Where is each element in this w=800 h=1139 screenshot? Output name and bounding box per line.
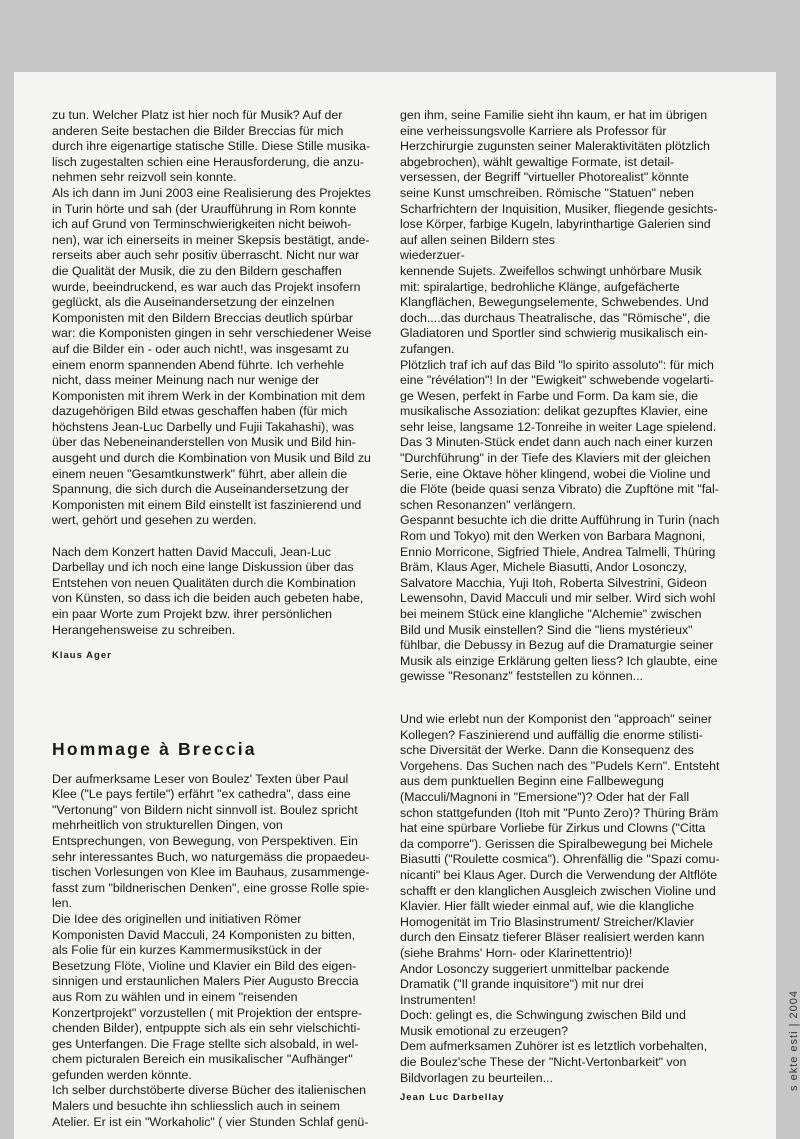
text-line: anderen Seite bestachen die Bilder Breccias für mich <box>52 123 344 138</box>
text-line: abgebrochen), wählt gewaltige Formate, ist detail- <box>400 154 675 169</box>
author-signature-darbellay: Jean Luc Darbellay <box>400 1092 505 1104</box>
text-line: gefunden werden könnte. <box>52 1067 192 1082</box>
text-line: Und wie erlebt nun der Komponist den "approach" seiner <box>400 712 712 726</box>
left-column-bottom <box>52 740 370 1130</box>
text-line: Plötzlich traf ich auf das Bild "lo spirito assoluto": für mich <box>400 357 714 372</box>
text-line: Spannung, die sich durch die Auseinandersetzung der <box>52 482 349 497</box>
text-line: einem enorm spannenden Abend führte. Ich verhehle <box>52 357 345 372</box>
text-line: Bildvorlagen zu beurteilen... <box>400 1070 553 1085</box>
text-line: lose Körper, farbige Kugeln, labyrinthartige Galerien sind <box>400 217 711 232</box>
text-line: Gespannt besuchte ich die dritte Aufführung in Turin (nach <box>400 513 720 528</box>
text-line: Herangehensweise zu schreiben. <box>52 622 236 637</box>
text-line: nicht, dass meiner Meinung nach nur wenige der <box>52 373 320 388</box>
text-line: gen ihm, seine Familie sieht ihn kaum, er hat im übrigen <box>400 108 708 122</box>
text-line: aus Rom zu wählen und in einem "reisenden <box>52 989 298 1004</box>
text-line: Ich selber durchstöberte diverse Bücher des italienischen <box>52 1083 367 1098</box>
text-line: fasst zum "bildnerischen Denken", eine grosse Rolle spie- <box>52 880 370 895</box>
text-line: ge Wesen, perfekt in Farbe und Form. Da kam sie, die <box>400 388 698 403</box>
text-line: nen), war ich einerseits in meiner Skepsis bestätigt, ande- <box>52 232 370 247</box>
text-line: ich auf Grund von Terminschwierigkeiten nicht beiwoh- <box>52 217 352 232</box>
text-line: nicanti" bei Klaus Ager. Durch die Verwendung der Altflöte <box>400 867 718 882</box>
text-line: auf allen seinen Bildern stes <box>400 232 555 247</box>
text-line: aus dem punktuellen Beginn eine Fallbewegung <box>400 774 664 789</box>
text-line: sehr interessantes Buch, wo naturgemäss die propaedeu- <box>52 849 370 864</box>
paragraph-2 <box>52 545 371 639</box>
text-line: rerseits aber auch sehr positiv überrascht. Nicht nur war <box>52 248 360 263</box>
text-line: höchstens Jean-Luc Darbelly und Fujii Takahashi), was <box>52 419 355 434</box>
text-line: musikalische Assoziation: delikat gezupftes Klavier, eine <box>400 404 708 419</box>
text-line: auf die Bilder ein - oder auch nicht!, was insgesamt zu <box>52 341 349 356</box>
text-line: Ennio Morricone, Sigfried Thiele, Andrea Talmelli, Thüring <box>400 544 716 559</box>
text-line: dazugehörigen Bild etwas geschaffen haben (für mich <box>52 404 348 419</box>
text-line: Klangflächen, Bewegungselemente, Schwebendes. Und <box>400 295 709 310</box>
text-line: Malers und besuchte ihn schliesslich auch in seinem <box>52 1099 340 1114</box>
text-line: Klavier. Hier fällt wieder einmal auf, wie die klangliche <box>400 899 695 914</box>
text-line: Nach dem Konzert hatten David Macculi, Jean-Luc <box>52 544 331 559</box>
text-line: Komponisten mit ihrem Werk in der Kombination mit dem <box>52 388 366 403</box>
text-line: war: die Komponisten gingen in sehr verschiedener Weise <box>52 326 372 341</box>
text-line: nehmen sehr reizvoll sein konnte. <box>52 170 237 185</box>
text-line: geglückt, als die Auseinandersetzung der einzelnen <box>52 295 335 310</box>
text-line: Der aufmerksame Leser von Boulez' Texten über Paul <box>52 771 349 786</box>
text-line: Andor Losonczy suggeriert unmittelbar packende <box>400 961 670 976</box>
text-line: schafft er den klanglichen Ausgleich zwischen Violine und <box>400 883 716 898</box>
paragraph-1 <box>52 108 371 529</box>
text-line: Klee ("Le pays fertile") erfährt "ex cathedra", dass eine <box>52 787 351 802</box>
text-line: über das Nebeneinanderstellen von Musik und Bild hin- <box>52 435 356 450</box>
text-line: Bräm, Klaus Ager, Michele Biasutti, Andor Losonczy, <box>400 560 687 575</box>
text-line: zufangen. <box>400 341 455 356</box>
text-line: fühlbar, die Debussy in Bezug auf die Dramaturgie seiner <box>400 638 714 653</box>
text-line: wert, gehört und gesehen zu werden. <box>52 513 257 528</box>
right-column-top <box>400 108 719 685</box>
text-line: Besetzung Flöte, Violine und Klavier ein Bild des eigen- <box>52 958 357 973</box>
text-line: Komponisten David Macculi, 24 Komponisten zu bitten, <box>52 927 356 942</box>
text-line: Rom und Tokyo) mit den Werken von Barbara Magnoni, <box>400 529 706 544</box>
text-line: Lewensohn, David Macculi und mir selber. Wird sich wohl <box>400 591 716 606</box>
text-line: eine verheissungsvolle Karriere als Professor für <box>400 123 667 138</box>
text-line: lisch zugestalten schien eine Herausforderung, die anzu- <box>52 154 365 169</box>
text-line: einem neuen "Gesamtkunstwerk" führt, aber allein die <box>52 466 348 481</box>
text-line: len. <box>52 896 72 911</box>
text-line: mehrheitlich von strukturellen Dingen, von <box>52 818 283 833</box>
text-line: kennende Sujets. Zweifellos schwingt unhörbare Musik <box>400 263 702 278</box>
right-paragraphs <box>400 108 719 685</box>
text-line: schen Resonanzen" verlängern. <box>400 497 576 512</box>
text-line: wiederzuer- <box>400 248 465 263</box>
text-line: Darbellay und ich noch eine lange Diskussion über das <box>52 560 354 575</box>
text-line: da comporre"). Gerissen die Spiralbewegung bei Michele <box>400 836 713 851</box>
text-line: in Turin hörte und sah (der Uraufführung in Rom konnte <box>52 201 357 216</box>
text-line: Gladiatoren und Sportler sind schwierig musikalisch ein- <box>400 326 708 341</box>
text-line: Vorgehens. Das Suchen nach des "Pudels Kern". Entsteht <box>400 758 720 773</box>
text-line: Biasutti ("Roulette cosmica"). Ohrenfällig die "Spazi comu- <box>400 852 720 867</box>
text-line: Musik als einzige Erklärung gelten liess? Ich glaubte, eine <box>400 653 718 668</box>
text-line: Das 3 Minuten-Stück endet dann auch nach einer kurzen <box>400 435 713 450</box>
text-line: Entsprechungen, von Bewegung, von Perspektiven. Ein <box>52 833 358 848</box>
left-column-top <box>52 108 371 664</box>
text-line: Musik emotional zu erzeugen? <box>400 1023 569 1038</box>
text-line: chenden Bilder), entpuppte sich als ein sehr vielschichti- <box>52 1021 361 1036</box>
text-line: sehr leise, langsame 12-Tonreihe in weiter Lage spielend. <box>400 419 717 434</box>
text-line: Dramatik ("Il grande inquisitore") mit nur drei <box>400 977 644 992</box>
text-line: Komponisten mit einem Bild einstellt ist faszinierend und <box>52 497 362 512</box>
text-line: Serie, eine Oktave höher klingend, wobei die Violine und <box>400 466 711 481</box>
text-line: wurde, beeindruckend, es war auch das Projekt insofern <box>52 279 361 294</box>
text-line: zu tun. Welcher Platz ist hier noch für Musik? Auf der <box>52 108 343 122</box>
text-line: Salvatore Macchia, Yuji Itoh, Roberta Silvestrini, Gideon <box>400 575 707 590</box>
text-line: die Flöte (beide quasi senza Vibrato) die Zupftöne mit "fal- <box>400 482 719 497</box>
text-line: die Boulez'sche These der "Nicht-Vertonbarkeit" von <box>400 1055 687 1070</box>
text-line: hat eine spürbare Vorliebe für Zirkus und Clowns ("Citta <box>400 821 706 836</box>
text-line: Die Idee des originellen und initiativen Römer <box>52 911 302 926</box>
text-line: als Folie für ein kurzes Kammermusikstück in der <box>52 943 322 958</box>
text-line: Entstehen von neuen Qualitäten durch die Kombination <box>52 575 356 590</box>
text-line: Homogenität im Trio Blasinstrument/ Streicher/Klavier <box>400 914 695 929</box>
text-line: Atelier. Er ist ein "Workaholic" ( vier Stunden Schlaf genü- <box>52 1114 369 1129</box>
text-line: Konzertprojekt" vorzustellen ( mit Projektion der entspre- <box>52 1005 363 1020</box>
text-line: mit: spiralartige, bedrohliche Klänge, aufgefächerte <box>400 279 680 294</box>
margin-publication-label: s ekte esti | 2004 <box>788 990 800 1091</box>
hommage-paragraphs <box>52 772 370 1131</box>
text-line: durch den Einsatz tieferer Bläser realisiert werden kann <box>400 930 705 945</box>
text-line: von Künsten, so dass ich die beiden auch gebeten habe, <box>52 591 364 606</box>
text-line: Instrumenten! <box>400 992 476 1007</box>
text-line: ein paar Worte zum Projekt bzw. ihrer persönlichen <box>52 607 333 621</box>
text-line: ausgeht und durch die Kombination von Musik und Bild zu <box>52 451 371 466</box>
right-column-bottom <box>400 712 720 1106</box>
text-line: tischen Vorlesungen von Klee im Bauhaus, zusammenge- <box>52 865 370 880</box>
text-line: schon stattgefunden (Itoh mit "Punto Zero)? Thüring Bräm <box>400 805 719 820</box>
text-line: Bild und Musik einstellen? Sind die "liens mystérieux" <box>400 622 693 637</box>
text-line: eine "révélation"! In der "Ewigkeit" schwebende vogelarti- <box>400 373 714 388</box>
text-line: Doch: gelingt es, die Schwingung zwischen Bild und <box>400 1008 686 1023</box>
text-line: die Qualität der Musik, die zu den Bildern geschaffen <box>52 263 342 278</box>
document-page <box>14 72 776 1139</box>
text-line: ges Unterfangen. Die Frage stellte sich alsobald, in wel- <box>52 1036 359 1051</box>
text-line: Scharfrichtern der Inquisition, Musiker, fliegende gesichts- <box>400 201 718 216</box>
text-line: sche Diversität der Werke. Dann die Konsequenz des <box>400 743 694 758</box>
text-line: durch ihre eigenartige statische Stille. Diese Stille musika- <box>52 139 371 154</box>
text-line: "Vertonung" von Bildern nicht sinnvoll ist. Boulez spricht <box>52 802 358 817</box>
text-line: bei meinem Stück eine klangliche "Alchemie" zwischen <box>400 607 702 621</box>
text-line: Komponisten mit den Bildern Breccias deutlich spürbar <box>52 310 353 325</box>
text-line: seine Kunst umschreiben. Römische "Statuen" neben <box>400 185 694 200</box>
text-line: Als ich dann im Juni 2003 eine Realisierung des Projektes <box>52 185 371 200</box>
text-line: "Durchführung" in der Tiefe des Klaviers mit der gleichen <box>400 451 711 466</box>
right-bottom-paragraphs <box>400 712 720 1086</box>
article-heading: Hommage à Breccia <box>52 739 257 759</box>
text-line: Kollegen? Faszinierend und auffällig die enorme stilisti- <box>400 727 703 742</box>
author-signature-klaus-ager: Klaus Ager <box>52 650 112 662</box>
text-line: chem picturalen Bereich ein musikalischer "Aufhänger" <box>52 1052 353 1067</box>
text-line: versessen, der Begriff "virtueller Photorealist" könnte <box>400 170 689 185</box>
text-line: doch....das durchaus Theatralische, das "Römische", die <box>400 310 711 325</box>
text-line: Herzchirurgie zugunsten seiner Maleraktivitäten plötzlich <box>400 139 710 154</box>
text-line: Dem aufmerksamen Zuhörer ist es letztlich vorbehalten, <box>400 1039 708 1054</box>
text-line: (siehe Brahms' Horn- oder Klarinettentrio)! <box>400 945 633 960</box>
text-line: sinnigen und erstaunlichen Malers Pier Augusto Breccia <box>52 974 359 989</box>
text-line: gewisse "Resonanz" feststellen zu können... <box>400 669 643 684</box>
text-line: (Macculi/Magnoni in "Emersione")? Oder hat der Fall <box>400 789 690 804</box>
